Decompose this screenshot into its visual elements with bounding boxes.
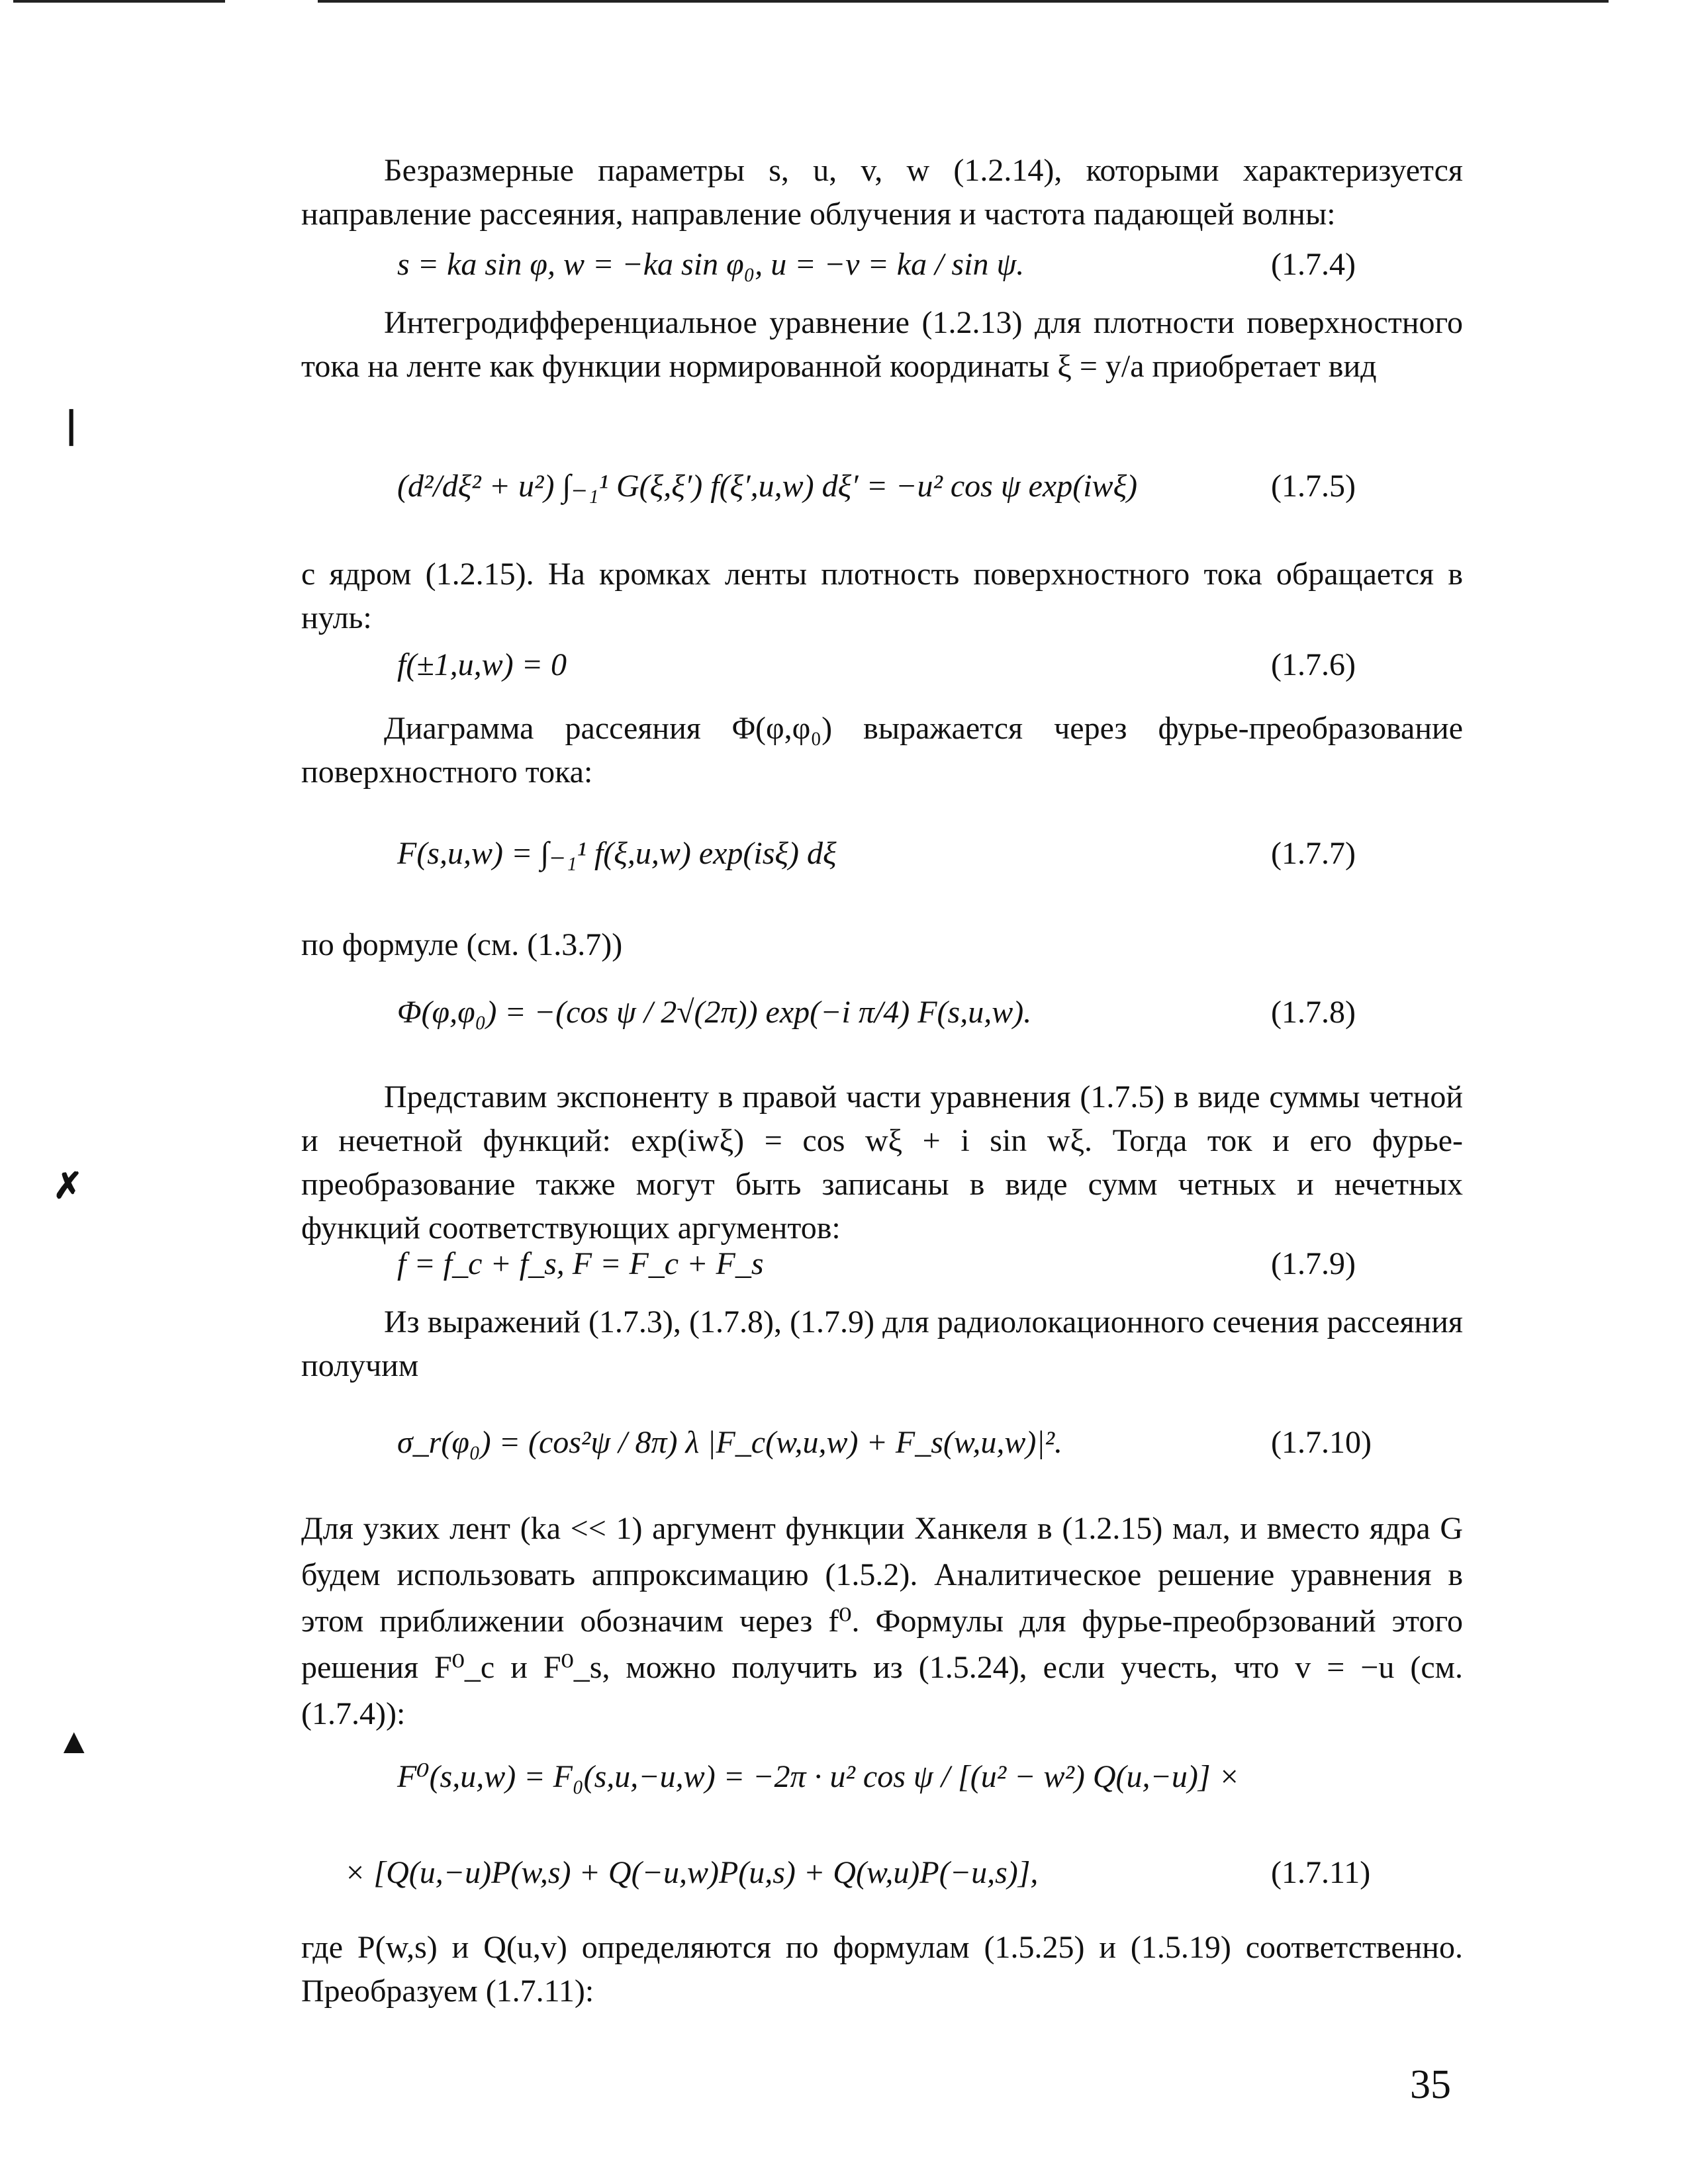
equation-number-1-7-9: (1.7.9) xyxy=(1271,1246,1356,1281)
paragraph-6: Представим экспоненту в правой части уравнения (1.7.5) в виде суммы четной и нечетной функций: exp(iwξ) = cos wξ + i sin wξ. Тогда ток и его фурье-преобразование также могут быть записаны в виде сумм четных и нечетных функций соответствующих аргументов: xyxy=(301,1079,1463,1246)
equation-1-7-10: σ_r(φ₀) = (cos²ψ / 8π) λ |F_c(w,u,w) + F_s(w,u,w)|². xyxy=(397,1425,1062,1460)
equation-1-7-5: (d²/dξ² + u²) ∫₋₁¹ G(ξ,ξ′) f(ξ′,u,w) dξ′ = −u² cos ψ exp(iwξ) xyxy=(397,469,1138,504)
equation-1-7-9: f = f_c + f_s, F = F_c + F_s xyxy=(397,1246,764,1281)
equation-1-7-4: s = ka sin φ, w = −ka sin φ₀, u = −v = ka / sin ψ. xyxy=(397,247,1025,282)
margin-mark-2: ✗ xyxy=(53,1166,83,1206)
paragraph-3: с ядром (1.2.15). На кромках ленты плотность поверхностного тока обращается в нуль: xyxy=(301,557,1463,635)
equation-number-1-7-10: (1.7.10) xyxy=(1271,1425,1372,1460)
paragraph-7: Из выражений (1.7.3), (1.7.8), (1.7.9) для радиолокационного сечения рассеяния получим xyxy=(301,1304,1463,1383)
margin-mark-1: ❘ xyxy=(56,405,87,445)
equation-1-7-8: Φ(φ,φ₀) = −(cos ψ / 2√(2π)) exp(−i π/4) F(s,u,w). xyxy=(397,995,1032,1030)
margin-mark-3: ▲ xyxy=(56,1721,92,1761)
equation-1-7-7: F(s,u,w) = ∫₋₁¹ f(ξ,u,w) exp(isξ) dξ xyxy=(397,836,837,871)
equation-number-1-7-11: (1.7.11) xyxy=(1271,1855,1371,1890)
equation-number-1-7-8: (1.7.8) xyxy=(1271,995,1356,1030)
page-number: 35 xyxy=(1410,2062,1451,2107)
paragraph-1: Безразмерные параметры s, u, v, w (1.2.14), которыми характеризуется направление рассеяния, направление облучения и частота падающей волны: xyxy=(301,153,1463,232)
equation-number-1-7-5: (1.7.5) xyxy=(1271,469,1356,504)
paragraph-4: Диаграмма рассеяния Φ(φ,φ₀) выражается через фурье-преобразование поверхностного тока: xyxy=(301,711,1463,790)
equation-number-1-7-6: (1.7.6) xyxy=(1271,647,1356,682)
header-rule xyxy=(318,0,1609,3)
paragraph-2: Интегродифференциальное уравнение (1.2.13) для плотности поверхностного тока на ленте как функции нормированной координаты ξ = y/a приобретает вид xyxy=(301,305,1463,384)
equation-number-1-7-4: (1.7.4) xyxy=(1271,247,1356,282)
equation-1-7-6: f(±1,u,w) = 0 xyxy=(397,647,567,682)
header-rule-left xyxy=(13,0,225,3)
paragraph-5: по формуле (см. (1.3.7)) xyxy=(301,927,623,962)
equation-number-1-7-7: (1.7.7) xyxy=(1271,836,1356,871)
paragraph-8: Для узких лент (ka << 1) аргумент функции Ханкеля в (1.2.15) мал, и вместо ядра G будем использовать аппроксимацию (1.5.2). Аналитическое решение уравнения в этом приближении обозначим через f⁰. Формулы для фурье-преобрзований этого решения F⁰_c и F⁰_s, можно получить из (1.5.24), если учесть, что v = −u (см. (1.7.4)): xyxy=(301,1511,1463,1731)
paragraph-9: где P(w,s) и Q(u,v) определяются по формулам (1.5.25) и (1.5.19) соответственно. Преобразуем (1.7.11): xyxy=(301,1930,1463,2009)
equation-1-7-11-line-2: × [Q(u,−u)P(w,s) + Q(−u,w)P(u,s) + Q(w,u)P(−u,s)], xyxy=(344,1855,1039,1890)
equation-1-7-11-line-1: F⁰(s,u,w) = F₀(s,u,−u,w) = −2π · u² cos ψ / [(u² − w²) Q(u,−u)] × xyxy=(397,1759,1240,1794)
